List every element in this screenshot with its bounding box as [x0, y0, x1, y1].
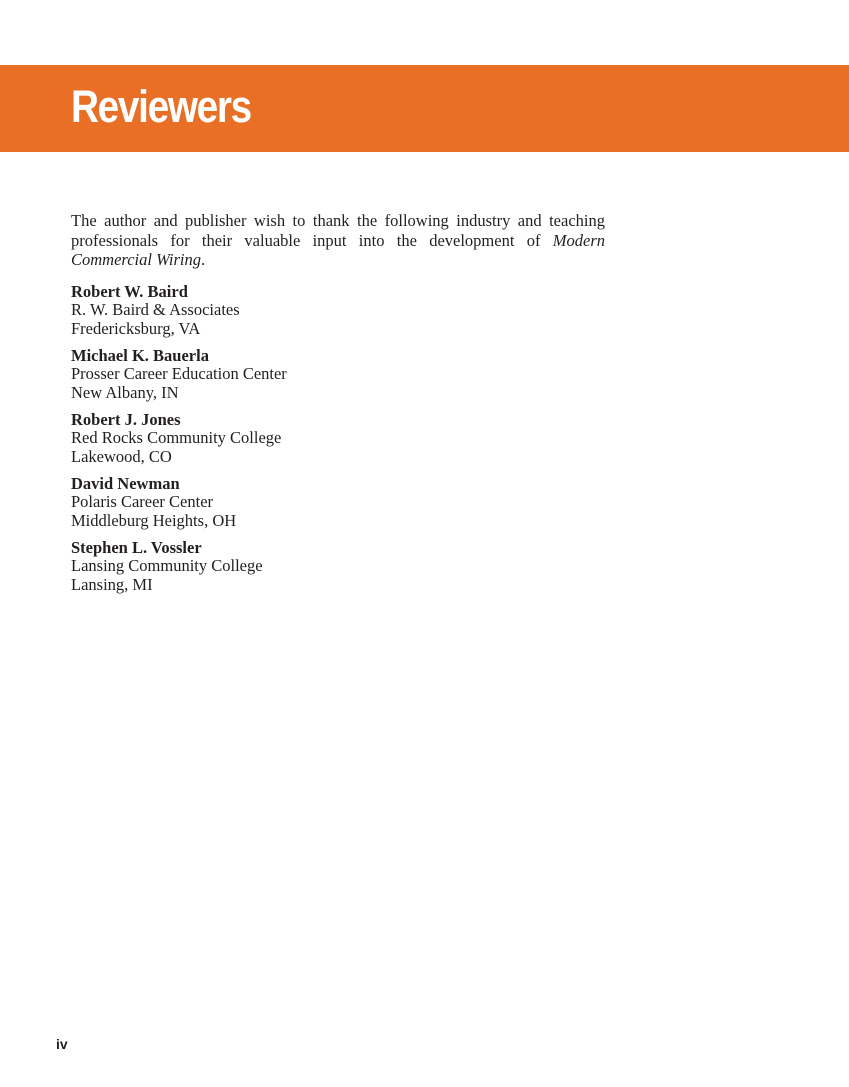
reviewer-organization: Red Rocks Community College [71, 428, 282, 448]
reviewer-location: Lansing, MI [71, 574, 153, 594]
reviewer-entry [71, 539, 287, 603]
reviewer-name: Michael K. Bauerla [71, 346, 209, 365]
intro-text-end: . [201, 250, 206, 270]
reviewer-location: Fredericksburg, VA [71, 318, 201, 338]
reviewer-location: Middleburg Heights, OH [71, 510, 237, 530]
reviewer-name: David Newman [71, 474, 180, 493]
header-banner [0, 65, 849, 152]
reviewer-organization: Lansing Community College [71, 556, 263, 576]
reviewer-entry [71, 283, 287, 347]
reviewer-organization: Prosser Career Education Center [71, 364, 287, 384]
reviewer-location: New Albany, IN [71, 382, 179, 402]
page-title: Reviewers [71, 81, 251, 132]
intro-text: The author and publisher wish to thank the following industry and teaching professionals for their valuable input into the development of [71, 211, 605, 250]
reviewer-list [71, 283, 287, 603]
page-number: iv [56, 1036, 68, 1052]
reviewer-entry [71, 475, 287, 539]
reviewer-organization: R. W. Baird & Associates [71, 300, 240, 320]
reviewer-location: Lakewood, CO [71, 446, 172, 466]
reviewer-name: Stephen L. Vossler [71, 538, 202, 557]
reviewer-name: Robert J. Jones [71, 410, 181, 429]
reviewer-entry [71, 347, 287, 411]
reviewer-entry [71, 411, 287, 475]
reviewer-name: Robert W. Baird [71, 282, 188, 301]
book-title: Modern Commercial Wiring [71, 230, 605, 270]
reviewer-organization: Polaris Career Center [71, 492, 214, 512]
intro-paragraph [71, 211, 605, 270]
